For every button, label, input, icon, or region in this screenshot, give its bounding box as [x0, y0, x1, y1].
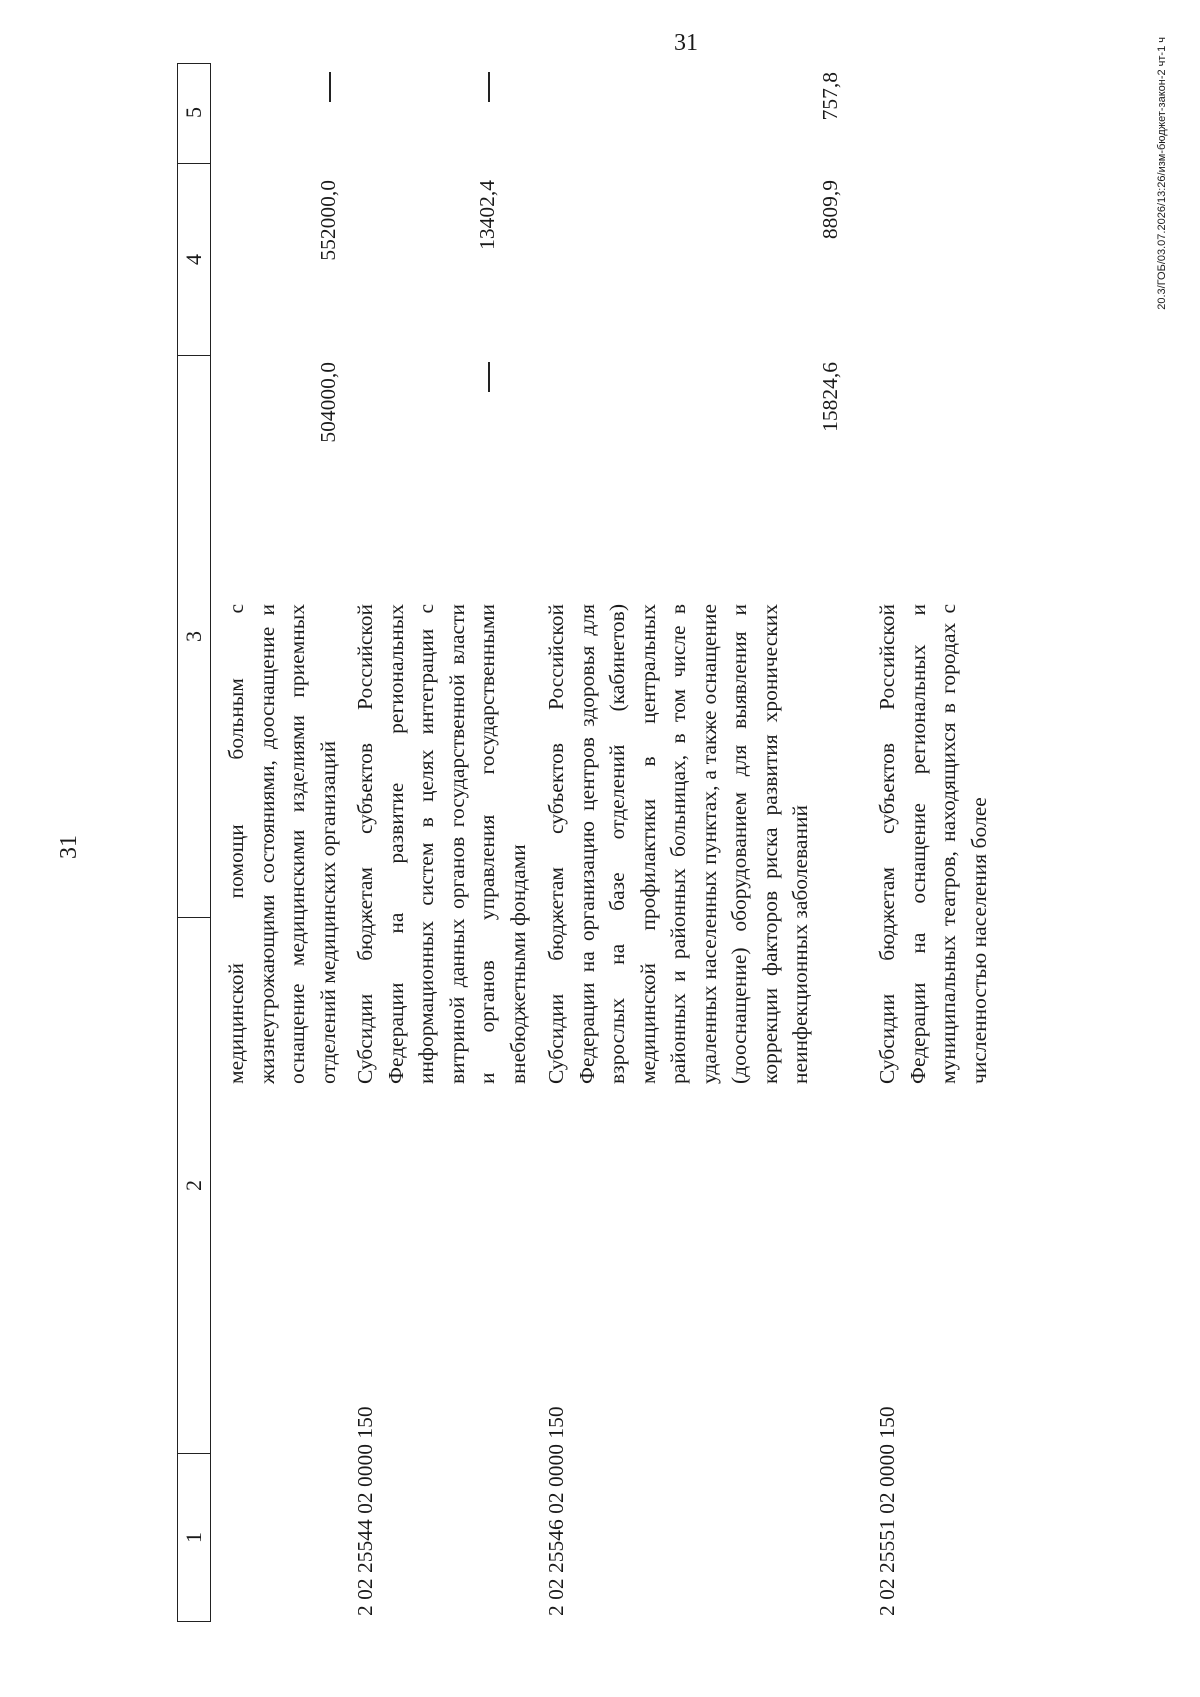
row-description: Субсидии бюджетам субъектов Российской Федерации на оснащение региональных и муниципальных театров, находящихся в городах с численностью населения более	[875, 604, 991, 1084]
table-header	[177, 63, 211, 1622]
dash-mark	[329, 72, 331, 102]
row-value-col3: 504000,0	[316, 362, 340, 443]
header-col-3: 3	[178, 355, 210, 917]
row-value-col5: 757,8	[818, 72, 842, 121]
document-footer-stamp: 20.3/ГОБ/03.07.2026/13:26/изм-бюджет-закон-2 чт-1 ч	[1156, 37, 1168, 310]
row-value-col3: 15824,6	[818, 362, 842, 432]
row-value-col4: 552000,0	[316, 180, 340, 261]
header-col-1: 1	[178, 1453, 210, 1621]
row-value-col5	[313, 72, 344, 182]
header-col-2: 2	[178, 917, 210, 1453]
table-row	[872, 63, 1002, 1622]
row-code: 2 02 25546 02 0000 150	[544, 1406, 568, 1616]
table-row	[350, 63, 530, 1622]
page-number-top: 31	[674, 30, 698, 56]
row-code: 2 02 25551 02 0000 150	[875, 1406, 899, 1616]
row-value-col4: 8809,9	[818, 180, 842, 240]
dash-mark	[488, 72, 490, 102]
row-code: 2 02 25544 02 0000 150	[353, 1406, 377, 1616]
row-description: Субсидии бюджетам субъектов Российской Федерации на организацию центров здоровья для взрослых на базе отделений (кабинетов) медицинской профилактики в центральных районных и районных больницах, в том числе в удаленных населенных пунктах, а также оснащение (дооснащение) оборудованием для выявления и коррекции факторов риска развития хронических неинфекционных заболеваний	[544, 604, 812, 1084]
row-value-col5	[472, 72, 503, 182]
row-value-col4: 13402,4	[475, 180, 499, 250]
table-row	[221, 63, 351, 1622]
table-row	[541, 63, 841, 1622]
row-value-col3	[472, 362, 503, 602]
row-description: медицинской помощи больным с жизнеугрожающими состояниями, дооснащение и оснащение медицинскими изделиями приемных отделений медицинских организаций	[224, 604, 340, 1084]
budget-table	[177, 61, 1200, 1622]
header-col-5: 5	[181, 107, 206, 118]
row-description: Субсидии бюджетам субъектов Российской Федерации на развитие региональных информационных систем в целях интеграции с витриной данных органов государственной власти и органов управления государственными внебюджетными фондами	[353, 604, 530, 1084]
header-col-4: 4	[178, 163, 210, 355]
page-number-rotated: 31	[56, 835, 82, 859]
